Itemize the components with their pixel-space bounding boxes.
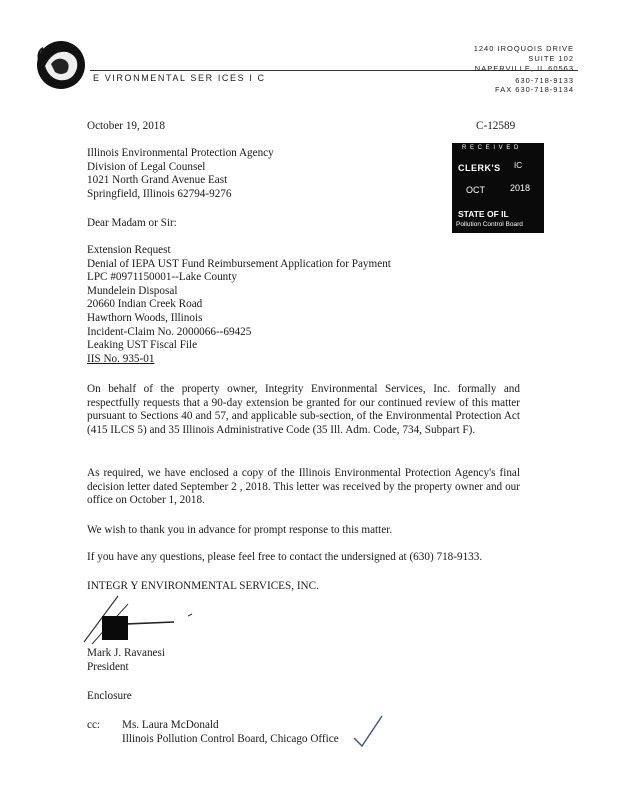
cc-recipient: Illinois Pollution Control Board, Chicago Office (122, 732, 339, 745)
body-paragraph: If you have any questions, please feel free to contact the undersigned at (630) 718-9133. (87, 551, 483, 563)
subject-block (87, 244, 391, 366)
subject-line: Extension Request (87, 244, 171, 256)
signer-name: Mark J. Ravanesi (87, 647, 165, 659)
signature-mark (78, 590, 198, 650)
stamp-office: CLERK'S (458, 163, 501, 173)
signer-block (87, 647, 165, 674)
fax-number: FAX 630-718-9134 (495, 85, 574, 94)
recipient-address (87, 147, 274, 201)
stamp-board: Pollution Control Board (456, 221, 523, 228)
subject-line: Denial of IEPA UST Fund Reimbursement Application for Payment (87, 257, 391, 270)
received-stamp (452, 143, 544, 233)
stamp-office-suffix: IC (514, 161, 522, 170)
body-paragraph: On behalf of the property owner, Integrity Environmental Services, Inc. formally and respectfully requests that a 90-day extension be granted for our continued review of this matter pursuant to Sections 40 and 57, and applicable sub-section, of the Environmental Protection Act (415 ILCS 5) and 35 Illinois Administrative Code (35 Ill. Adm. Code, 734, Subpart F). (87, 383, 520, 436)
subject-line: Mundelein Disposal (87, 284, 178, 297)
cc-recipient: Ms. Laura McDonald (122, 719, 219, 731)
subject-line: Incident-Claim No. 2000066--69425 (87, 325, 252, 338)
stamp-state: STATE OF IL (458, 209, 509, 219)
stamp-received: R E C E I V E D (462, 145, 520, 151)
cc-label: cc: (87, 719, 101, 731)
body-paragraph: We wish to thank you in advance for prompt response to this matter. (87, 524, 393, 536)
recipient-line: Division of Legal Counsel (87, 160, 206, 173)
checkmark-icon (352, 714, 384, 748)
address-line: NAPERVILLE, IL 60563 (474, 64, 574, 73)
cc-list (122, 719, 339, 746)
recipient-line: 1021 North Grand Avenue East (87, 174, 228, 187)
body-paragraph: As required, we have enclosed a copy of the Illinois Environmental Protection Agency's final decision letter dated September 2 , 2018. This letter was received by the property owner and our office on October 1, 2018. (87, 467, 520, 507)
subject-line: IIS No. 935-01 (87, 352, 155, 365)
subject-line: Leaking UST Fiscal File (87, 339, 198, 352)
address-line: SUITE 102 (528, 54, 574, 63)
recipient-line: Illinois Environmental Protection Agency (87, 147, 274, 159)
signer-title: President (87, 660, 129, 673)
stamp-year: 2018 (510, 183, 531, 193)
phone-number: 630-718-9133 (515, 76, 574, 85)
salutation: Dear Madam or Sir: (87, 217, 177, 229)
subject-line: LPC #0971150001--Lake County (87, 271, 237, 284)
enclosure-note: Enclosure (87, 690, 132, 702)
signature-redaction (102, 616, 128, 640)
company-logo (33, 38, 89, 92)
company-name: E VIRONMENTAL SER ICES I C (93, 73, 266, 83)
company-phones (495, 76, 574, 94)
company-address (474, 44, 574, 74)
reference-number: C-12589 (476, 120, 516, 132)
closing-company: INTEGR Y ENVIRONMENTAL SERVICES, INC. (87, 580, 319, 592)
subject-line: 20660 Indian Creek Road (87, 298, 203, 311)
letter-date: October 19, 2018 (87, 120, 165, 132)
subject-line: Hawthorn Woods, Illinois (87, 311, 203, 324)
recipient-line: Springfield, Illinois 62794-9276 (87, 187, 232, 200)
stamp-month: OCT (466, 185, 485, 195)
address-line: 1240 IROQUOIS DRIVE (473, 44, 574, 53)
